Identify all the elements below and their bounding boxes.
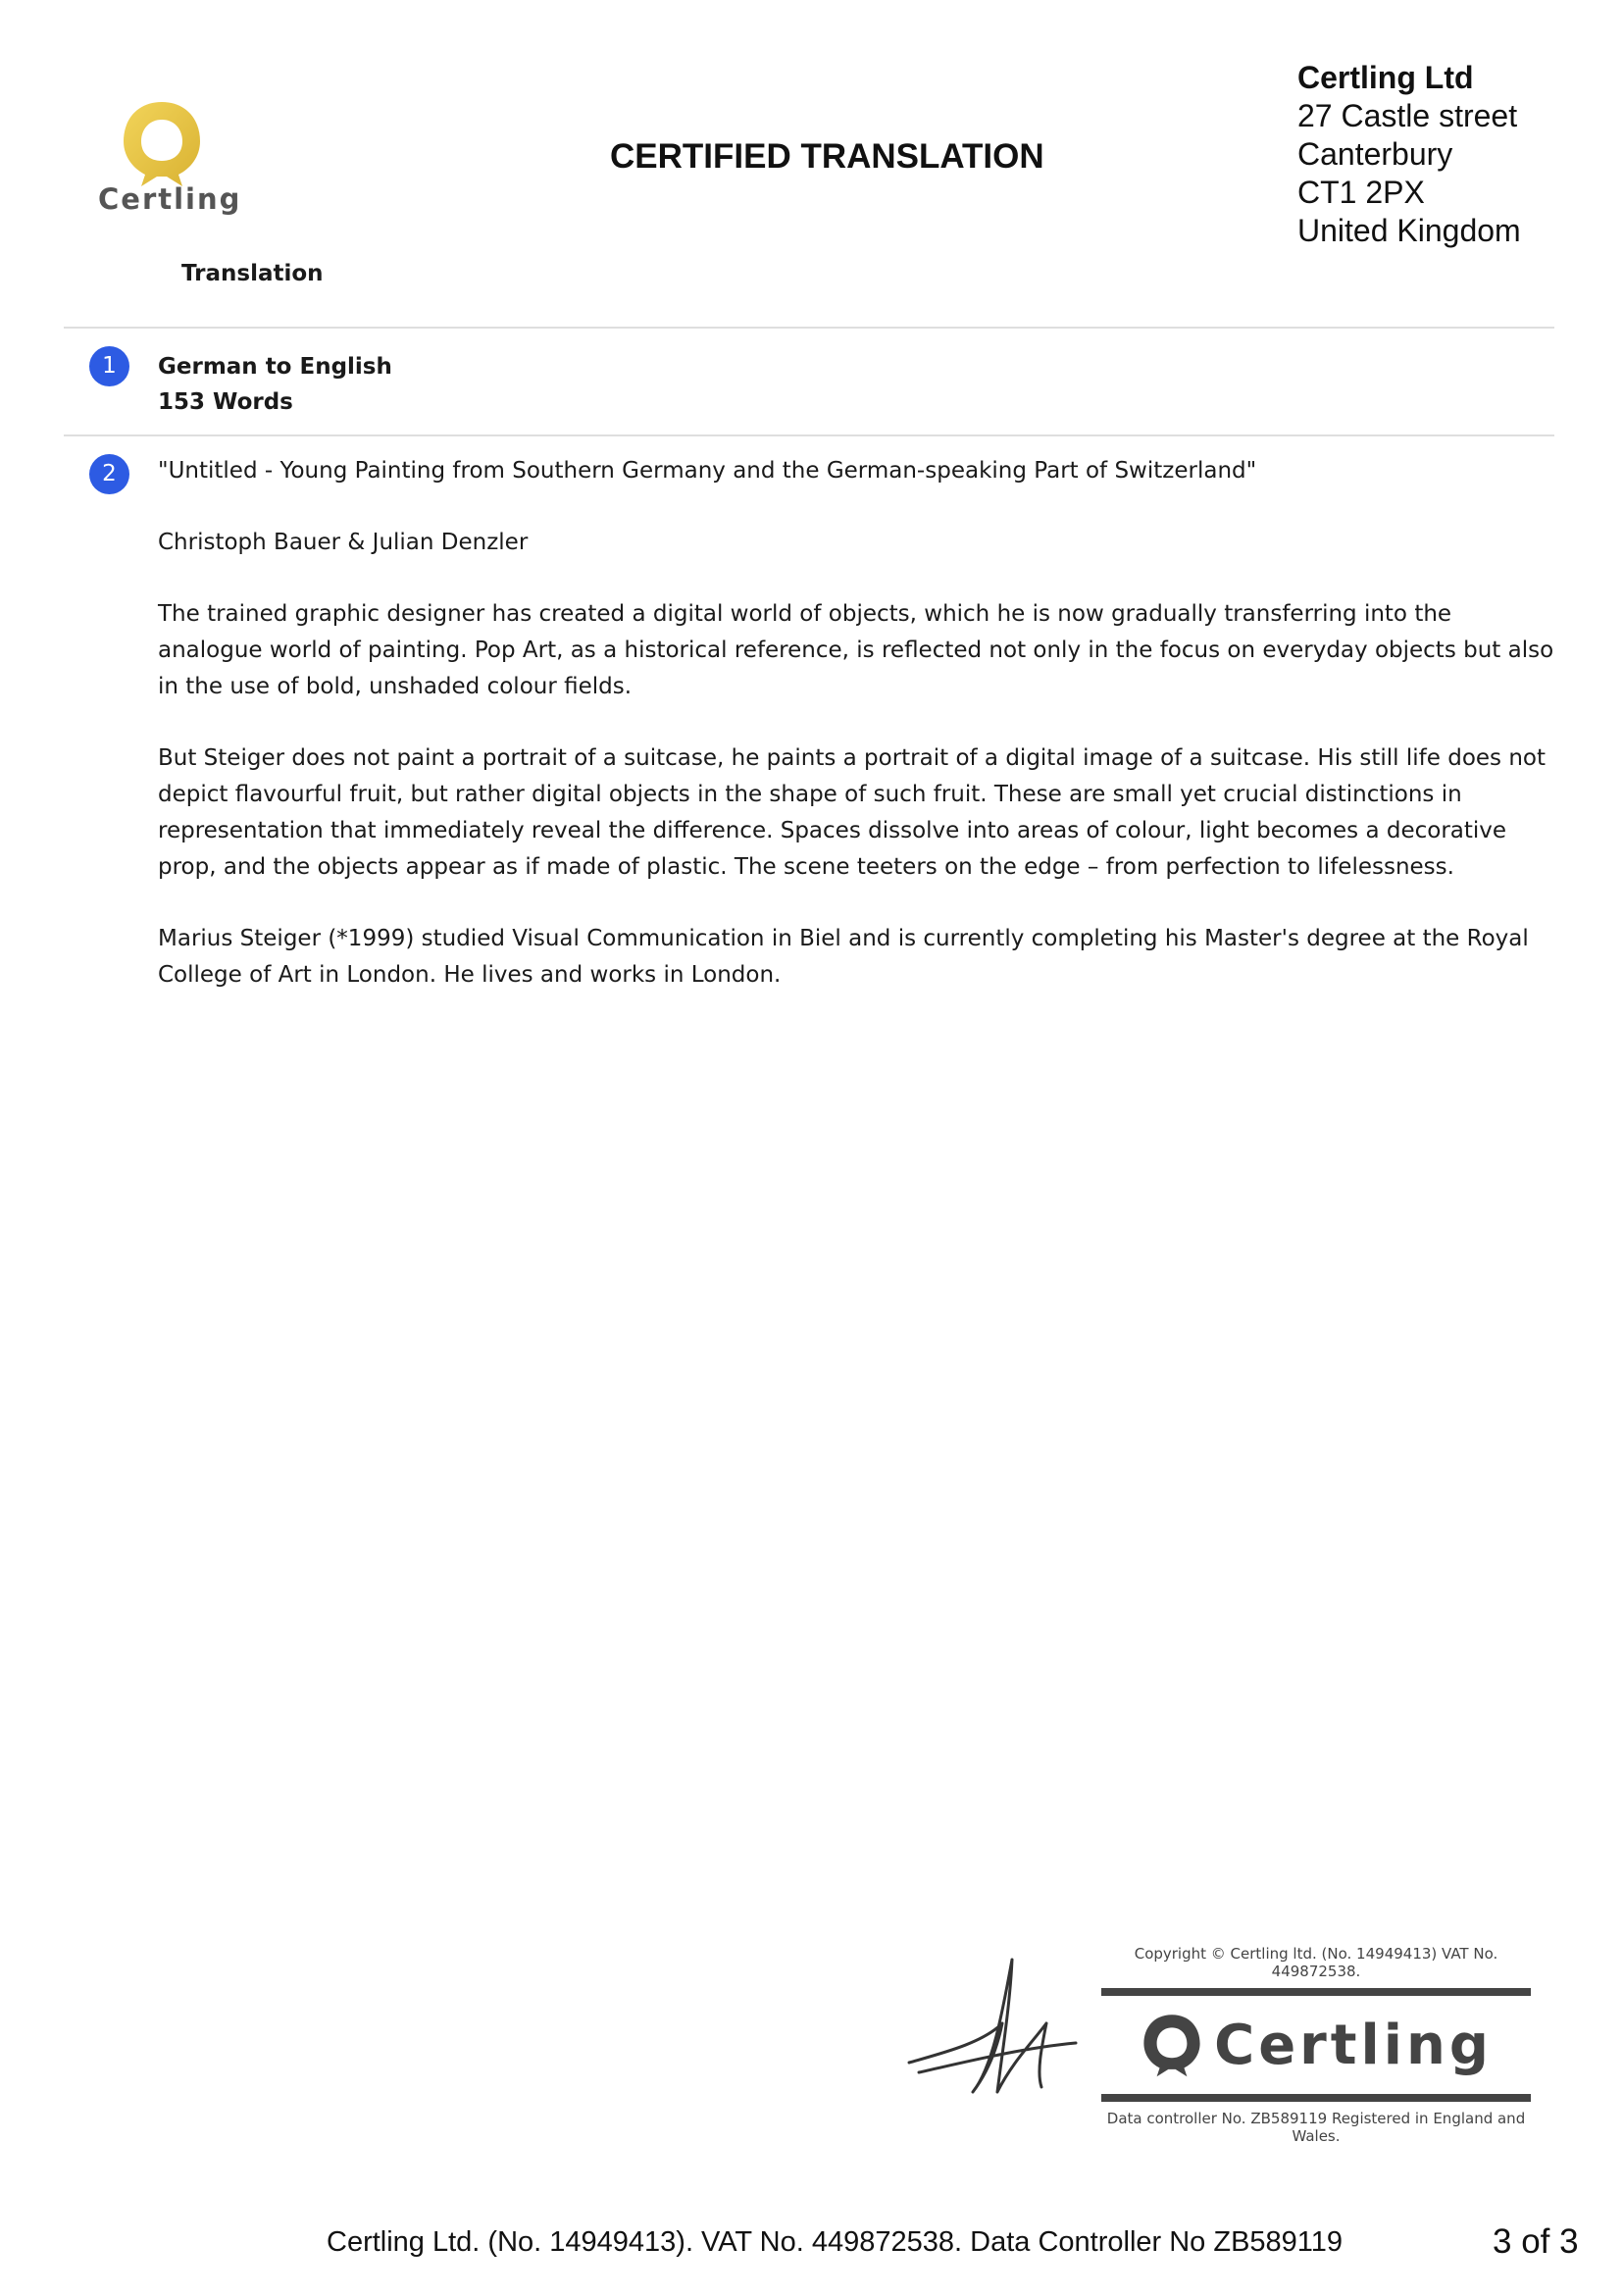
language-pair: German to English [158, 354, 392, 380]
page-number: 3 of 3 [1493, 2222, 1579, 2261]
section-number-badge-2: 2 [89, 454, 129, 494]
stamp-data-controller: Data controller No. ZB589119 Registered in England and Wales. [1106, 2110, 1526, 2145]
company-city: Canterbury [1297, 136, 1453, 172]
section-label-translation: Translation [181, 261, 324, 286]
certification-stamp [1101, 1945, 1531, 2145]
stamp-bar-top [1101, 1988, 1531, 1996]
stamp-brand [1101, 2004, 1531, 2086]
translation-paragraph-2: But Steiger does not paint a portrait of a suitcase, he paints a portrait of a digital image of a suitcase. His still life does not depict flavourful fruit, but rather digital objects in the shape of such fruit. These are small yet crucial distinctions in representation that immediately reveal the difference. Spaces dissolve into areas of colour, light becomes a decorative prop, and the objects appear as if made of plastic. The scene teeters on the edge – from perfection to lifelessness. [158, 745, 1547, 880]
translation-authors: Christoph Bauer & Julian Denzler [158, 530, 529, 555]
stamp-logo-icon [1140, 2011, 1204, 2079]
signature-mark-icon [904, 1955, 1081, 2102]
stamp-bar-bottom [1101, 2094, 1531, 2102]
signature [904, 1955, 1081, 2106]
company-name: Certling Ltd [1297, 60, 1474, 95]
company-country: United Kingdom [1297, 213, 1521, 248]
certling-logo [98, 98, 242, 216]
certling-logo-icon [118, 98, 206, 188]
stamp-copyright: Copyright © Certling ltd. (No. 14949413) VAT No. 449872538. [1134, 1945, 1498, 1980]
translation-paragraph-1: The trained graphic designer has created a digital world of objects, which he is now gradually transferring into the analogue world of painting. Pop Art, as a historical reference, is reflected not only in the focus on everyday objects but also in the use of bold, unshaded colour fields. [158, 601, 1554, 699]
section-number-badge-1: 1 [89, 346, 129, 386]
logo-wordmark: Certling [98, 182, 242, 216]
company-postcode: CT1 2PX [1297, 175, 1425, 210]
stamp-wordmark: Certling [1214, 2013, 1493, 2077]
document-title: CERTIFIED TRANSLATION [610, 137, 1044, 176]
translation-paragraph-3: Marius Steiger (*1999) studied Visual Communication in Biel and is currently completing his Master's degree at the Royal College of Art in London. He lives and works in London. [158, 926, 1529, 988]
divider-top [64, 327, 1554, 329]
company-street: 27 Castle street [1297, 98, 1518, 133]
translation-title: "Untitled - Young Painting from Southern Germany and the German-speaking Part of Switzerland" [158, 458, 1257, 484]
company-address [1297, 59, 1521, 250]
divider-middle [64, 434, 1554, 436]
footer-company-info: Certling Ltd. (No. 14949413). VAT No. 449872538. Data Controller No ZB589119 [327, 2226, 1344, 2258]
translation-body [158, 453, 1560, 1029]
word-count: 153 Words [158, 389, 293, 415]
section-1-info [158, 349, 392, 420]
